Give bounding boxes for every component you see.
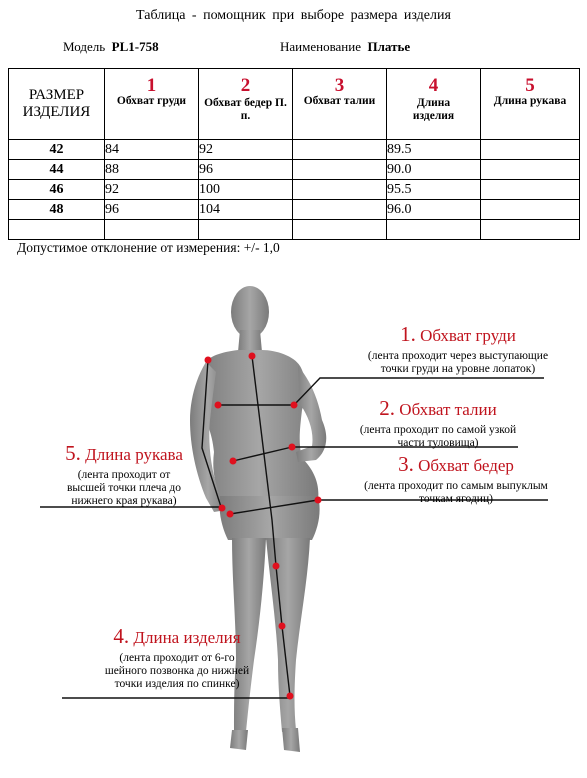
bust-label-block xyxy=(338,322,578,376)
waist-heading: Обхват талии xyxy=(399,400,497,419)
column-number: 5 xyxy=(525,75,535,96)
size-header-line1: РАЗМЕР xyxy=(28,87,85,103)
sleeve-heading: Длина рукава xyxy=(85,445,183,464)
length-cell: 89.5 xyxy=(387,140,481,160)
size-cell: 46 xyxy=(9,180,105,200)
waist-description-1: (лента проходит по самой узкой xyxy=(359,424,517,436)
waist-label-block xyxy=(338,396,538,450)
length-heading: Длина изделия xyxy=(133,628,241,647)
hips-title xyxy=(346,452,566,477)
size-cell: 48 xyxy=(9,200,105,220)
length-description-2: шейного позвонка до нижней xyxy=(104,665,250,677)
product-name-value: Платье xyxy=(367,39,411,54)
size-cell: 44 xyxy=(9,160,105,180)
length-title xyxy=(80,624,274,649)
length-number: 4. xyxy=(113,624,130,648)
model-label: Модель xyxy=(63,39,106,54)
length-cell: 95.5 xyxy=(387,180,481,200)
length-cell: 96.0 xyxy=(387,200,481,220)
product-name-label: Наименование xyxy=(280,39,361,54)
bust-cell: 84 xyxy=(105,140,199,160)
bust-description-2: точки груди на уровне лопаток) xyxy=(380,363,536,375)
bust-cell: 92 xyxy=(105,180,199,200)
bust-cell: 96 xyxy=(105,200,199,220)
bust-title xyxy=(338,322,578,347)
tolerance-note: Допустимое отклонение от измерения: +/- 1,0 xyxy=(17,240,280,255)
size-header-line2: ИЗДЕЛИЯ xyxy=(22,104,91,120)
column-number: 1 xyxy=(146,75,157,96)
column-number: 2 xyxy=(240,75,251,96)
hips-cell: 104 xyxy=(199,200,293,220)
bust-cell: 88 xyxy=(105,160,199,180)
bust-heading: Обхват груди xyxy=(420,326,516,345)
hips-label-block xyxy=(346,452,566,506)
sleeve-description-3: нижнего края рукава) xyxy=(71,495,177,507)
waist-description-2: части туловища) xyxy=(397,437,479,449)
waist-number: 2. xyxy=(379,396,396,420)
column-label: Длина изделия xyxy=(412,97,455,122)
sleeve-description-2: высшей точки плеча до xyxy=(66,482,182,494)
length-cell: 90.0 xyxy=(387,160,481,180)
column-label: Обхват талии xyxy=(303,95,376,107)
hips-cell: 100 xyxy=(199,180,293,200)
length-description-3: точки изделия по спинке) xyxy=(114,678,240,690)
column-number: 4 xyxy=(428,75,439,96)
column-number: 3 xyxy=(334,75,345,96)
hips-number: 3. xyxy=(398,452,414,476)
hips-description-1: (лента проходит по самым выпуклым xyxy=(364,480,548,492)
hips-cell: 92 xyxy=(199,140,293,160)
size-cell: 42 xyxy=(9,140,105,160)
waist-title xyxy=(338,396,538,421)
hips-cell: 96 xyxy=(199,160,293,180)
sleeve-number: 5. xyxy=(65,441,81,465)
sleeve-description-1: (лента проходит от xyxy=(77,469,171,481)
hips-description-2: точкам ягодиц) xyxy=(419,493,493,505)
length-label-block xyxy=(80,624,274,691)
column-label: Обхват груди xyxy=(116,95,187,107)
model-value: PL1-758 xyxy=(111,39,159,54)
column-label: Обхват бедер П. п. xyxy=(204,97,287,122)
bust-number: 1. xyxy=(400,322,416,346)
sleeve-title xyxy=(40,441,208,466)
hips-heading: Обхват бедер xyxy=(418,456,514,475)
sleeve-label-block xyxy=(40,441,208,508)
bust-description-1: (лента проходит через выступающие xyxy=(367,350,549,362)
column-label: Длина рукава xyxy=(493,95,567,107)
length-description-1: (лента проходит от 6-го xyxy=(119,652,235,664)
page-title: Таблица - помощник при выборе размера изделия xyxy=(136,8,451,23)
